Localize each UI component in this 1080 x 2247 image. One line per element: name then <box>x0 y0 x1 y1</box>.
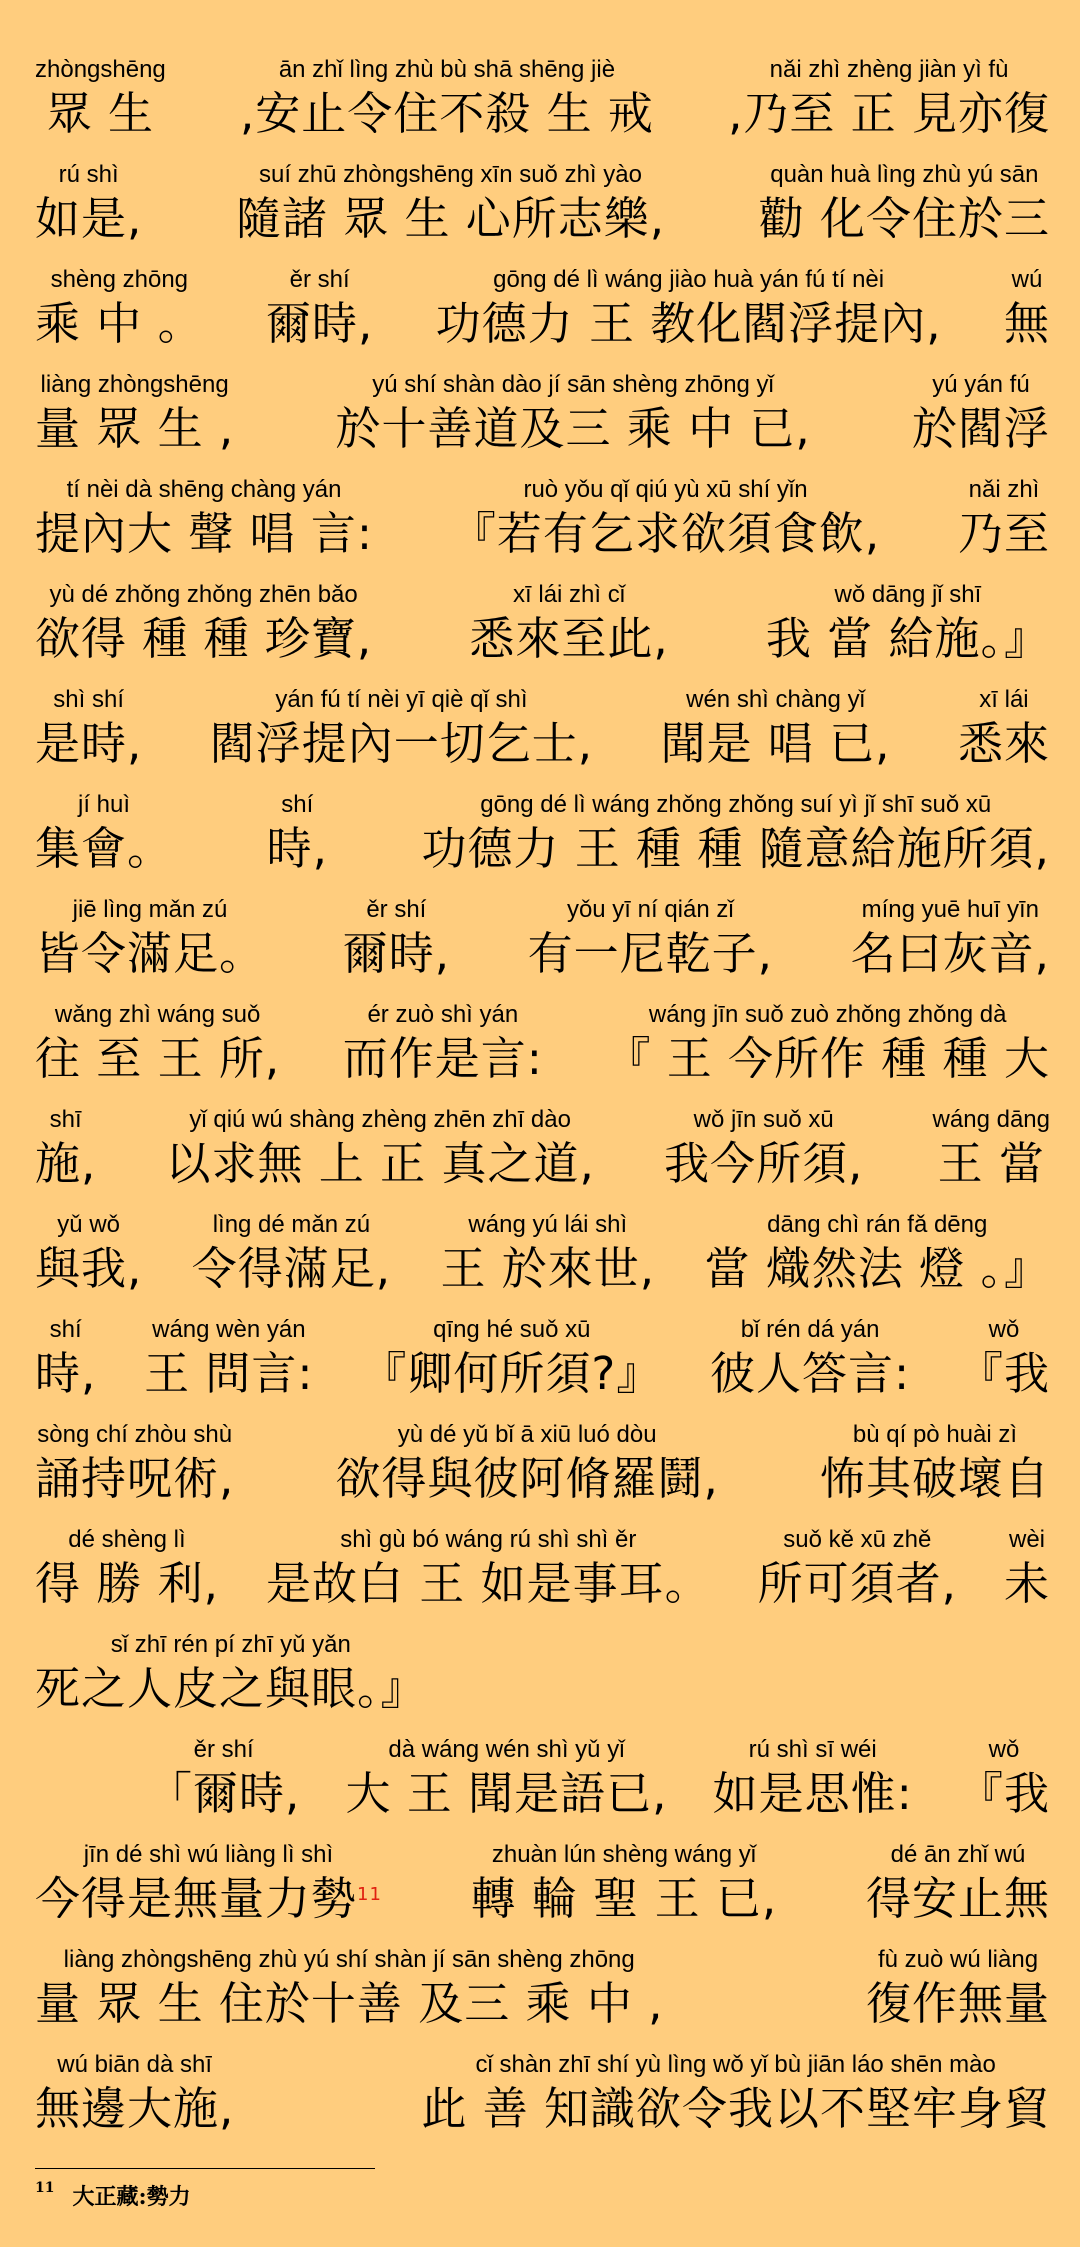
pinyin-annotation: rú shì <box>58 161 119 188</box>
chinese-text <box>605 1030 1050 1088</box>
pinyin-annotation: lìng dé mǎn zú <box>212 1211 371 1238</box>
chinese-text <box>343 1030 543 1088</box>
word-group <box>35 1630 427 1718</box>
chinese-characters: 當 熾然法 燈 。』 <box>704 1242 1050 1295</box>
text-line <box>35 1193 1050 1298</box>
word-group <box>343 895 450 983</box>
word-group <box>758 1525 957 1613</box>
pinyin-annotation: dé shèng lì <box>68 1526 186 1553</box>
chinese-characters: 悉來 <box>957 717 1050 770</box>
pinyin-annotation: ān zhǐ lìng zhù bù shā shēng jiè <box>278 56 616 83</box>
chinese-text <box>147 1765 300 1823</box>
word-group <box>766 580 1050 668</box>
word-group <box>210 685 593 773</box>
chinese-characters: 『 王 今所作 種 種 大 <box>605 1032 1050 1085</box>
word-group <box>35 1105 96 1193</box>
text-line <box>35 1403 1050 1508</box>
text-line <box>35 1823 1050 1928</box>
pinyin-annotation: suí zhū zhòngshēng xīn suǒ zhì yào <box>259 161 642 188</box>
chinese-text <box>166 1135 595 1193</box>
chinese-text <box>35 610 372 668</box>
chinese-text <box>820 1450 1050 1508</box>
chinese-text <box>1004 295 1050 353</box>
chinese-text <box>958 1345 1050 1403</box>
pinyin-annotation: shèng zhōng <box>50 266 189 293</box>
chinese-characters: 未 <box>1003 1557 1050 1610</box>
pinyin-annotation: shí <box>49 1316 82 1343</box>
chinese-characters: 『我 <box>957 1347 1050 1400</box>
word-group <box>35 370 234 458</box>
pinyin-annotation: wáng wèn yán <box>152 1316 306 1343</box>
word-group <box>35 1840 382 1928</box>
word-group <box>266 1525 711 1613</box>
chinese-text <box>35 1240 142 1298</box>
pinyin-annotation: xī lái <box>979 686 1029 713</box>
word-group <box>35 1945 663 2033</box>
chinese-characters: 名曰灰音, <box>850 927 1050 980</box>
chinese-text <box>528 925 773 983</box>
word-group <box>958 1315 1050 1403</box>
word-group <box>147 1735 300 1823</box>
pinyin-annotation: wáng dāng <box>932 1106 1050 1133</box>
chinese-text <box>35 1870 382 1928</box>
pinyin-annotation: zhuàn lún shèng wáng yǐ <box>491 1841 757 1868</box>
chinese-text <box>35 190 142 248</box>
word-group <box>35 895 265 983</box>
chinese-characters: 無邊大施, <box>35 2082 235 2135</box>
chinese-characters: 彼人答言: <box>710 1347 911 1400</box>
chinese-characters: 『卿何所須?』 <box>361 1347 663 1400</box>
text-line <box>35 1928 1050 2033</box>
chinese-characters: 「爾時, <box>147 1767 301 1820</box>
chinese-characters: ,安止令住不殺 生 戒 <box>239 87 654 140</box>
chinese-text <box>661 715 891 773</box>
chinese-text <box>938 1135 1045 1193</box>
chinese-characters: 令得滿足, <box>191 1242 392 1295</box>
word-group <box>441 1210 656 1298</box>
chinese-characters: 功德力 王 種 種 隨意給施所須, <box>421 822 1050 875</box>
pinyin-annotation: fù zuò wú liàng <box>877 1946 1039 1973</box>
pinyin-annotation: sòng chí zhòu shù <box>37 1421 233 1448</box>
chinese-characters: 復作無量 <box>865 1977 1050 2030</box>
chinese-text <box>236 190 665 248</box>
pinyin-annotation: dà wáng wén shì yǔ yǐ <box>388 1736 625 1763</box>
chinese-characters: 今得是無量力勢 <box>35 1872 358 1925</box>
word-group <box>35 1315 96 1403</box>
chinese-characters: 集會。 <box>35 822 174 875</box>
footnote-reference[interactable]: 11 <box>357 1884 382 1905</box>
pinyin-annotation: xī lái zhì cǐ <box>513 581 626 608</box>
pinyin-annotation: quàn huà lìng zhù yú sān <box>770 161 1039 188</box>
word-group <box>710 1315 910 1403</box>
text-line <box>35 143 1050 248</box>
chinese-characters: 是故白 王 如是事耳。 <box>265 1557 711 1610</box>
word-group <box>35 580 372 668</box>
chinese-text <box>210 715 593 773</box>
word-group <box>335 1420 718 1508</box>
text-line <box>35 1613 1050 1718</box>
text-line <box>35 2033 1050 2138</box>
chinese-text <box>343 925 450 983</box>
word-group <box>912 370 1050 458</box>
chinese-text <box>471 1870 778 1928</box>
chinese-text <box>144 1345 313 1403</box>
chinese-characters: 時, <box>35 1347 97 1400</box>
chinese-text <box>35 820 173 878</box>
word-group <box>335 370 810 458</box>
chinese-characters: 量 眾 生 住於十善 及三 乘 中 , <box>35 1977 664 2030</box>
footnote-text: 大正藏:勢力 <box>72 2184 191 2210</box>
chinese-text <box>866 1975 1050 2033</box>
word-group <box>421 790 1050 878</box>
chinese-characters: 施, <box>35 1137 97 1190</box>
chinese-text <box>441 1240 656 1298</box>
pinyin-annotation: ěr shí <box>366 896 427 923</box>
pinyin-annotation: cǐ shàn zhī shí yù lìng wǒ yǐ bù jiān láo shēn mào <box>475 2051 996 2078</box>
word-group <box>35 1420 234 1508</box>
chinese-text <box>759 190 1050 248</box>
chinese-characters: 王 問言: <box>144 1347 314 1400</box>
word-group <box>267 790 328 878</box>
chinese-text <box>35 1030 280 1088</box>
text-line <box>35 983 1050 1088</box>
word-group <box>664 1105 863 1193</box>
chinese-text <box>192 1240 391 1298</box>
footnote <box>35 2180 191 2211</box>
chinese-characters: 於閻浮 <box>911 402 1050 455</box>
pinyin-annotation: wáng jīn suǒ zuò zhǒng zhǒng dà <box>648 1001 1007 1028</box>
chinese-text <box>958 1765 1050 1823</box>
text-line <box>35 878 1050 983</box>
chinese-text <box>35 925 265 983</box>
word-group <box>192 1210 391 1298</box>
pinyin-annotation: ěr shí <box>289 266 350 293</box>
pinyin-annotation: yǔ wǒ <box>57 1211 120 1238</box>
word-group <box>35 265 204 353</box>
chinese-text <box>47 85 154 143</box>
chinese-characters: 於十善道及三 乘 中 已, <box>335 402 811 455</box>
chinese-characters: 怖其破壞自 <box>819 1452 1050 1505</box>
word-group <box>705 1210 1050 1298</box>
pinyin-annotation: liàng zhòngshēng zhù yú shí shàn jí sān shèng zhōng <box>63 1946 635 1973</box>
chinese-text <box>1004 1555 1050 1613</box>
pinyin-annotation: yù dé zhǒng zhǒng zhēn bǎo <box>49 581 358 608</box>
chinese-text <box>710 1345 910 1403</box>
chinese-text <box>35 1345 96 1403</box>
chinese-text <box>912 400 1050 458</box>
footnote-mark: 11 <box>35 2180 55 2196</box>
pinyin-annotation: nǎi zhì zhèng jiàn yì fù <box>769 56 1009 83</box>
text-line <box>35 458 1050 563</box>
text-line <box>35 563 1050 668</box>
word-group <box>469 580 668 668</box>
pinyin-annotation: wú <box>1011 266 1043 293</box>
chinese-text <box>35 1660 427 1718</box>
text-line <box>35 668 1050 773</box>
chinese-text <box>35 1555 219 1613</box>
footnote-divider <box>35 2168 375 2169</box>
word-group <box>958 1735 1050 1823</box>
pinyin-annotation: wǒ dāng jǐ shī <box>834 581 982 608</box>
pinyin-annotation: wǒ <box>988 1736 1020 1763</box>
chinese-characters: 轉 輪 聖 王 已, <box>470 1872 778 1925</box>
chinese-text <box>851 925 1050 983</box>
chinese-text <box>713 1765 913 1823</box>
chinese-characters: 『我 <box>957 1767 1050 1820</box>
word-group <box>35 2050 234 2138</box>
chinese-characters: 大 王 聞是語已, <box>345 1767 668 1820</box>
word-group <box>451 475 880 563</box>
word-group <box>35 475 373 563</box>
text-line <box>35 773 1050 878</box>
pinyin-annotation: shī <box>49 1106 82 1133</box>
pinyin-annotation: shì shí <box>53 686 124 713</box>
pinyin-annotation: shì gù bó wáng rú shì shì ěr <box>340 1526 637 1553</box>
chinese-characters: 閻浮提內一切乞士, <box>209 717 594 770</box>
pinyin-annotation: wèi <box>1008 1526 1045 1553</box>
pinyin-annotation: dāng chì rán fǎ dēng <box>767 1211 988 1238</box>
word-group <box>958 475 1050 563</box>
word-group <box>1004 265 1050 353</box>
chinese-text <box>451 505 880 563</box>
chinese-characters: 得安止無 <box>865 1872 1050 1925</box>
chinese-characters: 是時, <box>35 717 143 770</box>
pinyin-annotation: bù qí pò huài zì <box>852 1421 1018 1448</box>
chinese-characters: 爾時, <box>265 297 374 350</box>
pinyin-annotation: bǐ rén dá yán <box>740 1316 880 1343</box>
chinese-characters: 聞是 唱 已, <box>660 717 891 770</box>
chinese-characters: 功德力 王 教化閻浮提內, <box>435 297 942 350</box>
pinyin-annotation: liàng zhòngshēng <box>40 371 229 398</box>
word-group <box>35 790 173 878</box>
chinese-characters: 乃至 <box>957 507 1050 560</box>
word-group <box>958 685 1050 773</box>
word-group <box>605 1000 1050 1088</box>
pinyin-annotation: wǎng zhì wáng suǒ <box>54 1001 261 1028</box>
text-line <box>35 1088 1050 1193</box>
chinese-text <box>240 85 654 143</box>
pinyin-annotation: wáng yú lái shì <box>468 1211 628 1238</box>
pinyin-annotation: shí <box>281 791 314 818</box>
word-group <box>35 685 142 773</box>
chinese-text <box>728 85 1050 143</box>
word-group <box>343 1000 543 1088</box>
chinese-characters: 乘 中 。 <box>35 297 204 350</box>
word-group <box>471 1840 778 1928</box>
pinyin-annotation: ér zuò shì yán <box>367 1001 519 1028</box>
chinese-text <box>958 715 1050 773</box>
chinese-text <box>421 2080 1050 2138</box>
chinese-characters: 王 當 <box>937 1137 1045 1190</box>
chinese-text <box>266 1555 711 1613</box>
pinyin-annotation: tí nèi dà shēng chàng yán <box>66 476 342 503</box>
word-group <box>933 1105 1050 1193</box>
pinyin-annotation: gōng dé lì wáng jiào huà yán fú tí nèi <box>493 266 885 293</box>
word-group <box>35 1525 219 1613</box>
chinese-characters: 死之人皮之與眼。』 <box>35 1662 427 1715</box>
word-group <box>236 160 665 248</box>
word-group <box>728 55 1050 143</box>
text-line <box>35 1718 1050 1823</box>
text-line <box>35 1508 1050 1613</box>
word-group <box>346 1735 668 1823</box>
chinese-characters: 與我, <box>35 1242 143 1295</box>
chinese-characters: 無 <box>1003 297 1050 350</box>
chinese-characters: 眾 生 <box>46 87 155 140</box>
chinese-characters: 而作是言: <box>342 1032 543 1085</box>
sutra-text <box>35 38 1050 2138</box>
chinese-characters: 得 勝 利, <box>35 1557 219 1610</box>
pinyin-annotation: zhòngshēng <box>35 56 166 83</box>
chinese-characters: 如是思惟: <box>712 1767 913 1820</box>
chinese-characters: 誦持呪術, <box>35 1452 235 1505</box>
chinese-characters: 隨諸 眾 生 心所志樂, <box>235 192 666 245</box>
chinese-characters: 爾時, <box>342 927 450 980</box>
text-line <box>35 38 1050 143</box>
word-group <box>266 265 373 353</box>
chinese-text <box>35 295 204 353</box>
chinese-text <box>35 715 142 773</box>
word-group <box>35 55 166 143</box>
pinyin-annotation: wú biān dà shī <box>57 2051 213 2078</box>
chinese-characters: 量 眾 生 , <box>35 402 235 455</box>
chinese-text <box>421 820 1050 878</box>
word-group <box>35 1210 142 1298</box>
chinese-characters: 提內大 聲 唱 言: <box>35 507 374 560</box>
chinese-text <box>35 400 234 458</box>
word-group <box>1004 1525 1050 1613</box>
word-group <box>713 1735 913 1823</box>
pinyin-annotation: yǒu yī ní qián zǐ <box>566 896 734 923</box>
chinese-text <box>361 1345 662 1403</box>
pinyin-annotation: yù dé yǔ bǐ ā xiū luó dòu <box>397 1421 657 1448</box>
pinyin-annotation: dé ān zhǐ wú <box>890 1841 1026 1868</box>
word-group <box>144 1315 313 1403</box>
pinyin-annotation: wǒ <box>988 1316 1020 1343</box>
word-group <box>820 1420 1050 1508</box>
chinese-text <box>267 820 328 878</box>
word-group <box>166 1105 595 1193</box>
pinyin-annotation: jīn dé shì wú liàng lì shì <box>83 1841 334 1868</box>
pinyin-annotation: gōng dé lì wáng zhǒng zhǒng suí yì jǐ shī suǒ xū <box>480 791 992 818</box>
chinese-characters: 以求無 上 正 真之道, <box>165 1137 595 1190</box>
pinyin-annotation: ruò yǒu qǐ qiú yù xū shí yǐn <box>523 476 808 503</box>
chinese-characters: 此 善 知識欲令我以不堅牢身貿 <box>421 2082 1050 2135</box>
chinese-characters: 悉來至此, <box>469 612 669 665</box>
pinyin-annotation: suǒ kě xū zhě <box>783 1526 932 1553</box>
chinese-characters: 『若有乞求欲須食飲, <box>450 507 881 560</box>
word-group <box>436 265 942 353</box>
word-group <box>421 2050 1050 2138</box>
chinese-characters: 往 至 王 所, <box>35 1032 281 1085</box>
word-group <box>759 160 1050 248</box>
chinese-text <box>664 1135 863 1193</box>
text-line <box>35 1298 1050 1403</box>
chinese-characters: 有一尼乾子, <box>527 927 773 980</box>
chinese-characters: 如是, <box>35 192 143 245</box>
chinese-text <box>436 295 942 353</box>
chinese-text <box>335 400 810 458</box>
pinyin-annotation: míng yuē huī yīn <box>861 896 1040 923</box>
chinese-text <box>266 295 373 353</box>
chinese-text <box>335 1450 718 1508</box>
chinese-text <box>469 610 668 668</box>
chinese-text <box>705 1240 1050 1298</box>
pinyin-annotation: yán fú tí nèi yī qiè qǐ shì <box>275 686 528 713</box>
chinese-text <box>35 2080 234 2138</box>
pinyin-annotation: jiē lìng mǎn zú <box>72 896 228 923</box>
chinese-text <box>766 610 1050 668</box>
chinese-text <box>758 1555 957 1613</box>
word-group <box>361 1315 662 1403</box>
word-group <box>240 55 654 143</box>
pinyin-annotation: yú shí shàn dào jí sān shèng zhōng yǐ <box>372 371 774 398</box>
pinyin-annotation: wén shì chàng yǐ <box>686 686 865 713</box>
chinese-characters: 我 當 給施。』 <box>765 612 1050 665</box>
chinese-characters: 時, <box>266 822 328 875</box>
chinese-text <box>958 505 1050 563</box>
word-group <box>528 895 773 983</box>
text-line <box>35 248 1050 353</box>
chinese-characters: 皆令滿足。 <box>35 927 266 980</box>
chinese-characters: 欲得 種 種 珍寶, <box>35 612 373 665</box>
pinyin-annotation: yǐ qiú wú shàng zhèng zhēn zhī dào <box>189 1106 571 1133</box>
pinyin-annotation: rú shì sī wéi <box>748 1736 877 1763</box>
pinyin-annotation: jí huì <box>77 791 131 818</box>
word-group <box>866 1840 1050 1928</box>
chinese-characters: ,乃至 正 見亦復 <box>728 87 1050 140</box>
pinyin-annotation: wǒ jīn suǒ xū <box>693 1106 834 1133</box>
chinese-characters: 我今所須, <box>664 1137 864 1190</box>
chinese-characters: 所可須者, <box>757 1557 957 1610</box>
chinese-text <box>35 1135 96 1193</box>
word-group <box>866 1945 1050 2033</box>
pinyin-annotation: qīng hé suǒ xū <box>433 1316 591 1343</box>
chinese-characters: 王 於來世, <box>440 1242 656 1295</box>
pinyin-annotation: sǐ zhī rén pí zhī yǔ yǎn <box>110 1631 351 1658</box>
chinese-characters: 勸 化令住於三 <box>758 192 1050 245</box>
word-group <box>851 895 1050 983</box>
pinyin-annotation: ěr shí <box>193 1736 254 1763</box>
chinese-characters: 欲得與彼阿脩羅鬪, <box>335 1452 719 1505</box>
word-group <box>35 160 142 248</box>
chinese-text <box>35 505 373 563</box>
word-group <box>661 685 891 773</box>
pinyin-annotation: yú yán fú <box>932 371 1030 398</box>
chinese-text <box>346 1765 668 1823</box>
word-group <box>35 1000 280 1088</box>
pinyin-annotation: nǎi zhì <box>968 476 1040 503</box>
chinese-text <box>35 1975 663 2033</box>
chinese-text <box>866 1870 1050 1928</box>
chinese-text <box>35 1450 234 1508</box>
text-line <box>35 353 1050 458</box>
